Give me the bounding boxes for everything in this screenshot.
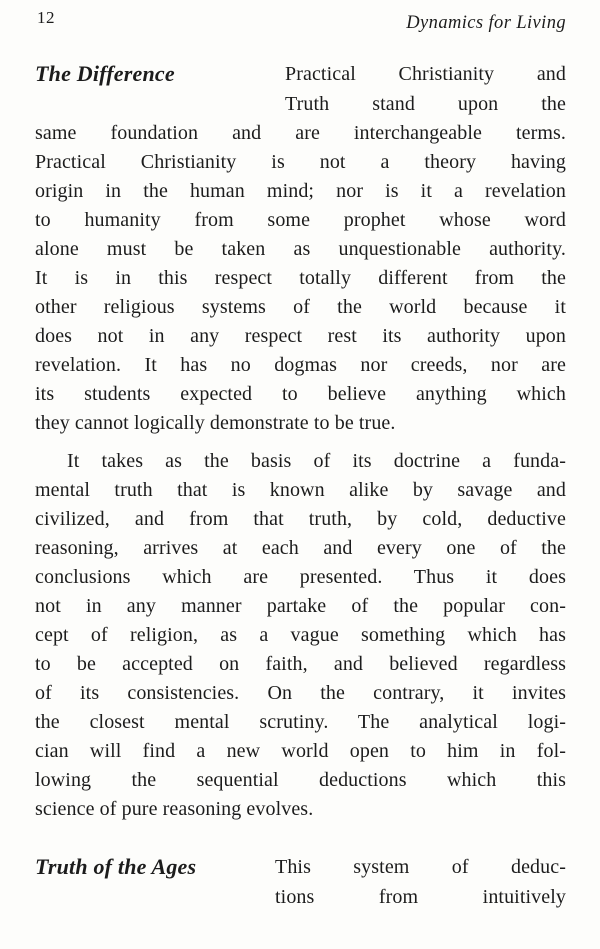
section-intro-column	[285, 59, 566, 119]
text-line: lowing the sequential deductions which this	[35, 769, 566, 791]
text-line: same foundation and are interchangeable terms.	[35, 122, 566, 144]
text-line: It is in this respect totally different from the	[35, 267, 566, 289]
text-line: reasoning, arrives at each and every one of the	[35, 537, 566, 559]
section-truth-of-the-ages	[35, 852, 566, 912]
text-line: they cannot logically demonstrate to be true.	[35, 412, 396, 434]
running-title: Dynamics for Living	[406, 13, 566, 33]
running-header	[35, 8, 566, 42]
text-line: the closest mental scrutiny. The analytical logi-	[35, 711, 566, 733]
text-line: to be accepted on faith, and believed regardless	[35, 653, 566, 675]
text-line: origin in the human mind; nor is it a revelation	[35, 180, 566, 202]
text-line: conclusions which are presented. Thus it does	[35, 566, 566, 588]
text-line: cian will find a new world open to him in fol-	[35, 740, 566, 762]
text-line: cept of religion, as a vague something which has	[35, 624, 566, 646]
page-number: 12	[37, 8, 55, 27]
text-line: to humanity from some prophet whose word	[35, 209, 566, 231]
text-line: does not in any respect rest its authority upon	[35, 325, 566, 347]
text-line: tions from intuitively	[275, 886, 566, 908]
text-line: This system of deduc-	[275, 856, 566, 878]
text-line: civilized, and from that truth, by cold, deductive	[35, 508, 566, 530]
paragraph-1	[35, 119, 566, 438]
paragraph-2	[35, 447, 566, 824]
section-opening-row	[35, 852, 566, 912]
text-line: its students expected to believe anything which	[35, 383, 566, 405]
section-opening-row	[35, 59, 566, 119]
text-line: alone must be taken as unquestionable authority.	[35, 238, 566, 260]
text-line: Practical Christianity and	[285, 63, 566, 85]
text-line: other religious systems of the world because it	[35, 296, 566, 318]
text-line: mental truth that is known alike by savage and	[35, 479, 566, 501]
section-the-difference	[35, 59, 566, 824]
text-line: not in any manner partake of the popular con-	[35, 595, 566, 617]
text-line: science of pure reasoning evolves.	[35, 798, 314, 820]
section-intro-column	[275, 852, 566, 912]
section-heading: The Difference	[35, 61, 175, 86]
text-line: Truth stand upon the	[285, 93, 566, 115]
text-line: revelation. It has no dogmas nor creeds, nor are	[35, 354, 566, 376]
text-line: It takes as the basis of its doctrine a funda-	[67, 450, 566, 472]
section-heading: Truth of the Ages	[35, 854, 197, 879]
text-line: Practical Christianity is not a theory having	[35, 151, 566, 173]
text-line: of its consistencies. On the contrary, it invites	[35, 682, 566, 704]
